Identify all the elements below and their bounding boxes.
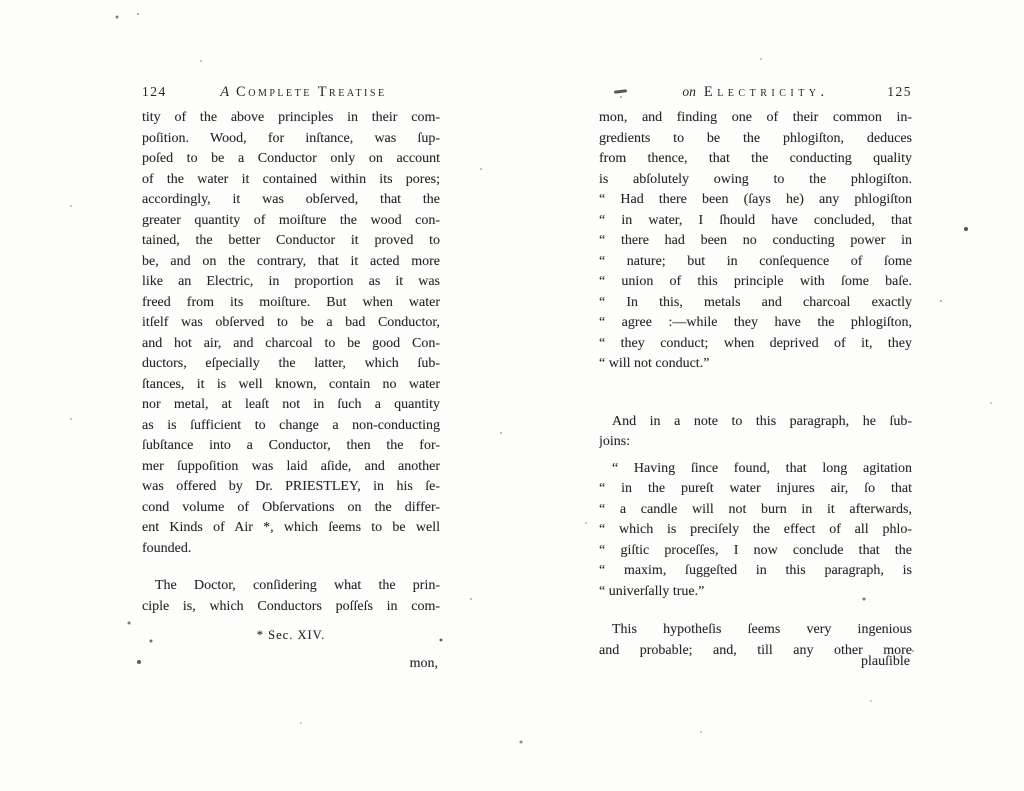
text-line: is abſolutely owing to the phlogiſton. — [599, 171, 912, 187]
text-line: joins: — [599, 434, 631, 449]
text-line: “ Had there been (ſays he) any phlogiſton — [599, 192, 912, 207]
text-line: And in a note to this paragraph, he ſub- — [612, 413, 912, 429]
right-page-number: 125 — [887, 84, 912, 99]
text-line: like an Electric, in proportion as it was — [142, 274, 440, 289]
right-catchword: plauſible — [861, 654, 910, 669]
text-line: poſition. Wood, for inſtance, was ſup- — [142, 130, 440, 146]
text-line: greater quantity of moiſture the wood con- — [142, 212, 440, 228]
footnote: * Sec. XIV. — [256, 628, 326, 642]
text-line: nor metal, at leaſt not in ſuch a quantity — [142, 397, 440, 412]
paragraph-gap — [599, 375, 912, 412]
right-page-text-block — [599, 108, 912, 661]
running-title-preposition: on — [682, 84, 696, 99]
text-line: “ nature; but in conſequence of ſome — [599, 253, 912, 269]
text-line: mon, and finding one of their common in- — [599, 110, 912, 125]
text-line: as is ſufficient to change a non-conducting — [142, 417, 440, 433]
text-line: poſed to be a Conductor only on account — [142, 151, 440, 166]
text-line: and hot air, and charcoal to be good Con- — [142, 335, 440, 351]
text-line: ent Kinds of Air *, which ſeems to be well — [142, 520, 440, 535]
text-line: tity of the above principles in their com- — [142, 110, 440, 125]
text-line: “ giſtic proceſſes, I now conclude that the — [599, 542, 912, 558]
text-line: cond volume of Obſervations on the differ- — [142, 499, 440, 515]
text-line: from thence, that the conducting quality — [599, 151, 912, 166]
left-page-header — [142, 84, 440, 106]
running-title-text: Electricity. — [703, 84, 829, 100]
text-line: founded. — [142, 540, 192, 556]
text-line: “ there had been no conducting power in — [599, 233, 912, 248]
text-line: The Doctor, conſidering what the prin- — [155, 578, 440, 593]
text-line: freed from its moiſture. But when water — [142, 294, 440, 310]
text-line: This hypotheſis ſeems very ingenious — [612, 622, 912, 637]
left-page-text-block — [142, 108, 440, 617]
scan-noise-specks — [0, 0, 2, 2]
paragraph-gap — [142, 559, 440, 576]
text-line: “ maxim, ſuggeſted in this paragraph, is — [599, 563, 912, 578]
text-line: ciple is, which Conductors poſſeſs in com- — [142, 598, 440, 614]
text-line: be, and on the contrary, that it acted more — [142, 253, 440, 269]
text-line: ductors, eſpecially the latter, which ſub- — [142, 356, 440, 371]
left-catchword: mon, — [409, 656, 438, 671]
text-line: “ in the pureſt water injures air, ſo that — [599, 481, 912, 496]
text-line: gredients to be the phlogiſton, deduces — [599, 130, 912, 146]
text-line: “ in water, I ſhould have concluded, that — [599, 212, 912, 228]
running-title-text: Complete Treatise — [236, 84, 387, 100]
right-page — [599, 84, 912, 694]
text-line: was offered by Dr. PRIESTLEY, in his ſe- — [142, 479, 440, 494]
text-line: “ agree :—while they have the phlogiſton, — [599, 315, 912, 330]
text-line: ſubſtance into a Conductor, then the for- — [142, 438, 440, 453]
paragraph-gap — [599, 602, 912, 620]
text-line: “ which is preciſely the effect of all phlo- — [599, 522, 912, 537]
text-line: itſelf was obſerved to be a bad Conductor, — [142, 315, 440, 330]
text-line: of the water it contained within its pores; — [142, 171, 440, 187]
left-page-number: 124 — [142, 84, 167, 99]
text-line: “ a candle will not burn in it afterwards, — [599, 501, 912, 517]
text-line: and probable; and, till any other more — [599, 642, 912, 658]
right-page-header — [599, 84, 912, 106]
text-line: “ union of this principle with ſome baſe. — [599, 274, 912, 289]
text-line: accordingly, it was obſerved, that the — [142, 192, 440, 207]
text-line: “ they conduct; when deprived of it, they — [599, 335, 912, 351]
text-line: “ In this, metals and charcoal exactly — [599, 294, 912, 310]
running-title-article: A — [220, 84, 230, 100]
left-running-title — [220, 84, 386, 101]
text-line: “ univerſally true.” — [599, 583, 705, 599]
text-line: “ will not conduct.” — [599, 356, 710, 371]
left-page — [142, 84, 440, 694]
text-line: “ Having ſince found, that long agitation — [612, 460, 912, 476]
right-running-title — [682, 84, 828, 101]
text-line: ſtances, it is well known, contain no water — [142, 376, 440, 392]
text-line: tained, the better Conductor it proved to — [142, 233, 440, 248]
text-line: mer ſuppoſition was laid aſide, and another — [142, 458, 440, 474]
